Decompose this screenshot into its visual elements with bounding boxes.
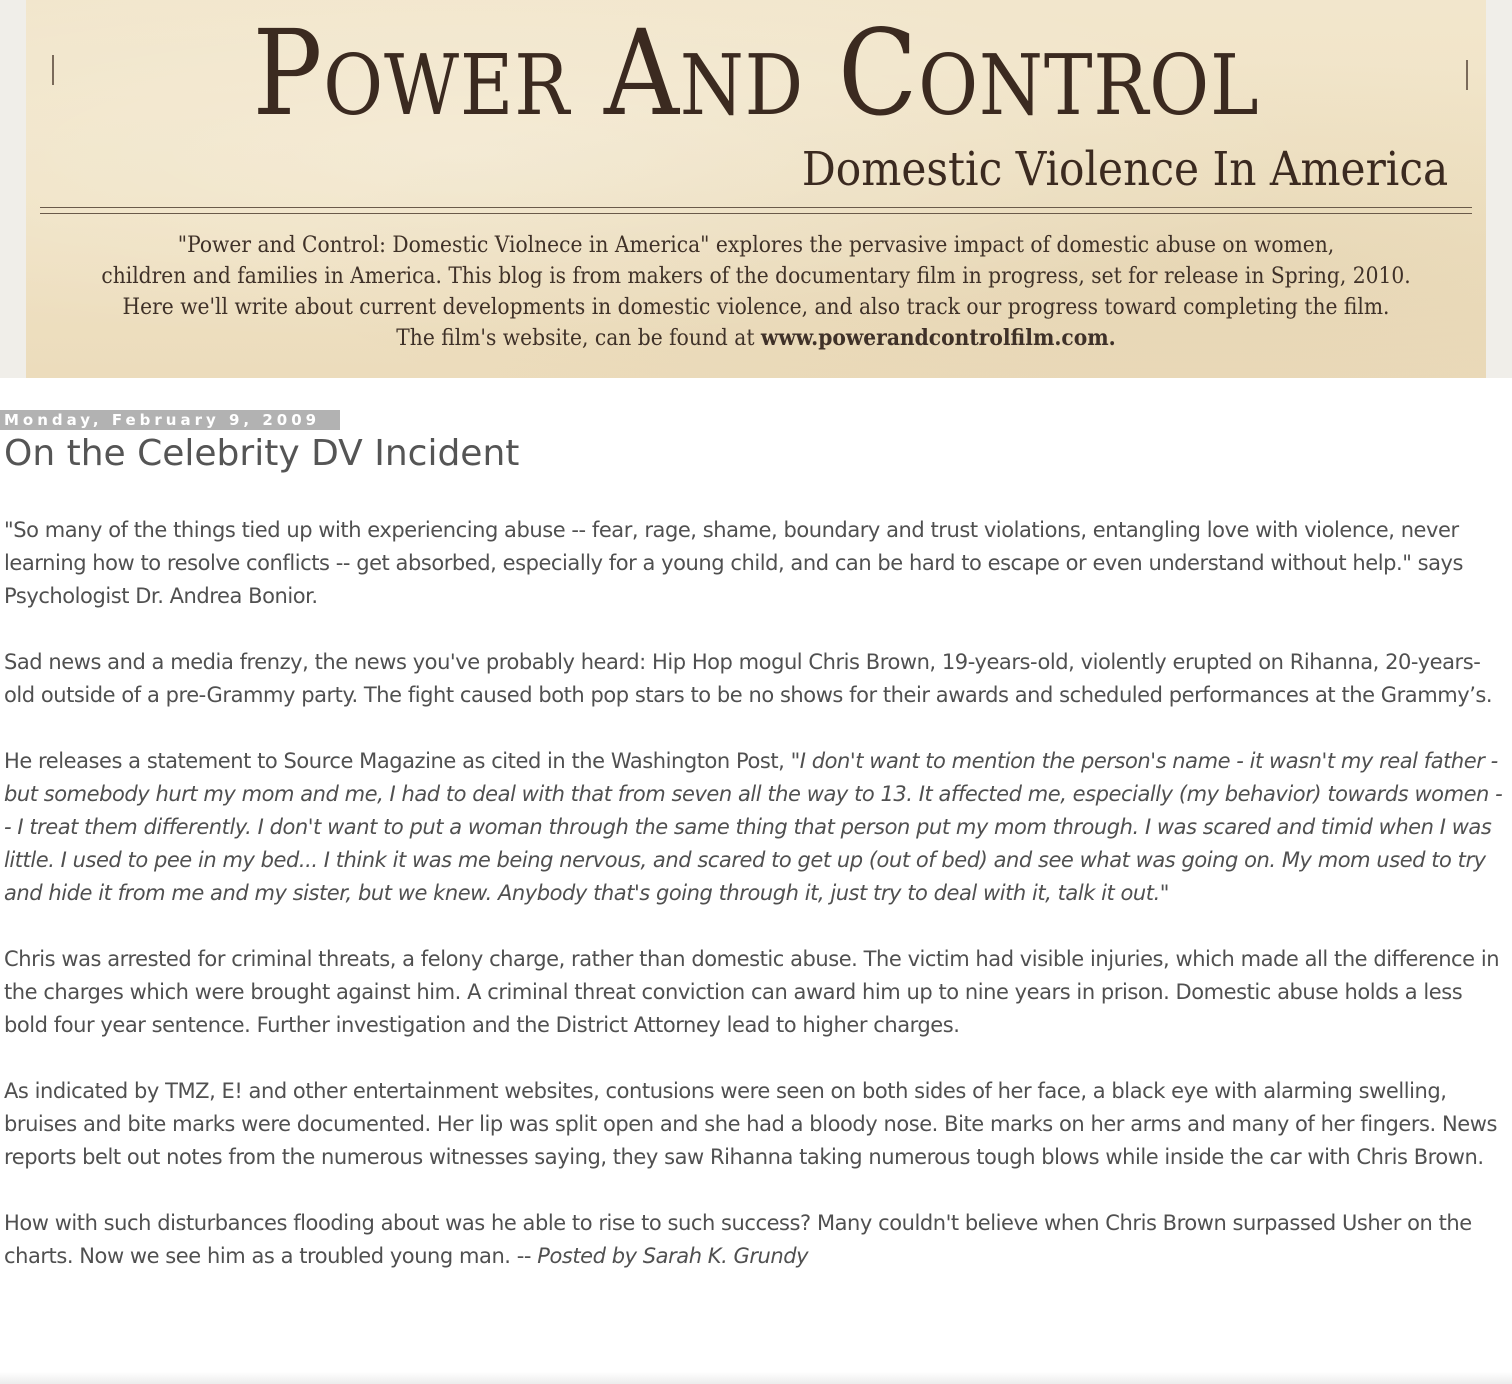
post-body [4, 514, 1508, 1306]
post-paragraph-quote [4, 745, 1508, 910]
website-prefix: The film's website, can be found at [396, 326, 761, 351]
blog-description-line: Here we'll write about current developments in domestic violence, and also track our progress toward completing the film. [122, 295, 1390, 320]
post-signature: Posted by Sarah K. Grundy [537, 1244, 809, 1268]
quote-text: I don't want to mention the person's name - it wasn't my real father - but somebody hurt my mom and me, I had to deal with that from seven all the way to 13. It affected me, especially (my behavior) towards women -- I treat them differently. I don't want to put a woman through the same thing that person put my mom through. I was scared and timid when I was little. I used to pee in my bed... I think it was me being nervous, and scared to get up (out of bed) and see what was going on. My mom used to try and hide it from me and my sister, but we knew. Anybody that's going through it, just try to deal with it, talk it out." [4, 749, 1503, 905]
blog-title: Power And Control [252, 4, 1260, 142]
header-banner-image[interactable] [26, 0, 1486, 378]
page-bottom-edge [0, 1372, 1512, 1384]
banner-divider [40, 213, 1472, 214]
post-paragraph: Sad news and a media frenzy, the news you've probably heard: Hip Hop mogul Chris Brown, 19-years-old, violently erupted on Rihanna, 20-years-old outside of a pre-Grammy party. The fight caused both pop stars to be no shows for their awards and scheduled performances at the Grammy’s. [4, 650, 1493, 707]
banner-left-mark [52, 55, 54, 85]
blog-description-line: children and families in America. This blog is from makers of the documentary film in progress, set for release in Spring, 2010. [101, 264, 1411, 289]
post-paragraph-closing [4, 1207, 1508, 1273]
post-paragraph: As indicated by TMZ, E! and other entertainment websites, contusions were seen on both sides of her face, a black eye with alarming swelling, bruises and bite marks were documented. Her lip was split open and she had a bloody nose. Bite marks on her arms and many of her fingers. News reports belt out notes from the numerous witnesses saying, they saw Rihanna taking numerous tough blows while inside the car with Chris Brown. [4, 1079, 1497, 1169]
blog-description-line: "Power and Control: Domestic Violnece in America" explores the pervasive impact of domestic abuse on women, [177, 233, 1335, 258]
website-url: www.powerandcontrolfilm.com. [760, 325, 1116, 351]
blog-description-line [84, 323, 1427, 354]
post-date-header: Monday, February 9, 2009 [0, 410, 340, 430]
post-paragraph: Chris was arrested for criminal threats, a felony charge, rather than domestic abuse. The victim had visible injuries, which made all the difference in the charges which were brought against him. A criminal threat conviction can award him up to nine years in prison. Domestic abuse holds a less bold four year sentence. Further investigation and the District Attorney lead to higher charges. [4, 947, 1500, 1037]
blog-description [26, 230, 1486, 354]
banner-divider [40, 207, 1472, 208]
post-title: On the Celebrity DV Incident [4, 433, 520, 474]
post-paragraph: "So many of the things tied up with experiencing abuse -- fear, rage, shame, boundary and trust violations, entangling love with violence, never learning how to resolve conflicts -- get absorbed, especially for a young child, and can be hard to escape or even understand without help." says Psychologist Dr. Andrea Bonior. [4, 518, 1464, 608]
quote-intro: He releases a statement to Source Magazine as cited in the Washington Post, " [4, 749, 800, 773]
closing-text: How with such disturbances flooding about was he able to rise to such success? Many couldn't believe when Chris Brown surpassed Usher on the charts. Now we see him as a troubled young man. -- [4, 1211, 1472, 1268]
banner-right-mark [1466, 60, 1468, 90]
blog-header [0, 0, 1512, 378]
blog-subtitle: Domestic Violence In America [801, 142, 1448, 197]
